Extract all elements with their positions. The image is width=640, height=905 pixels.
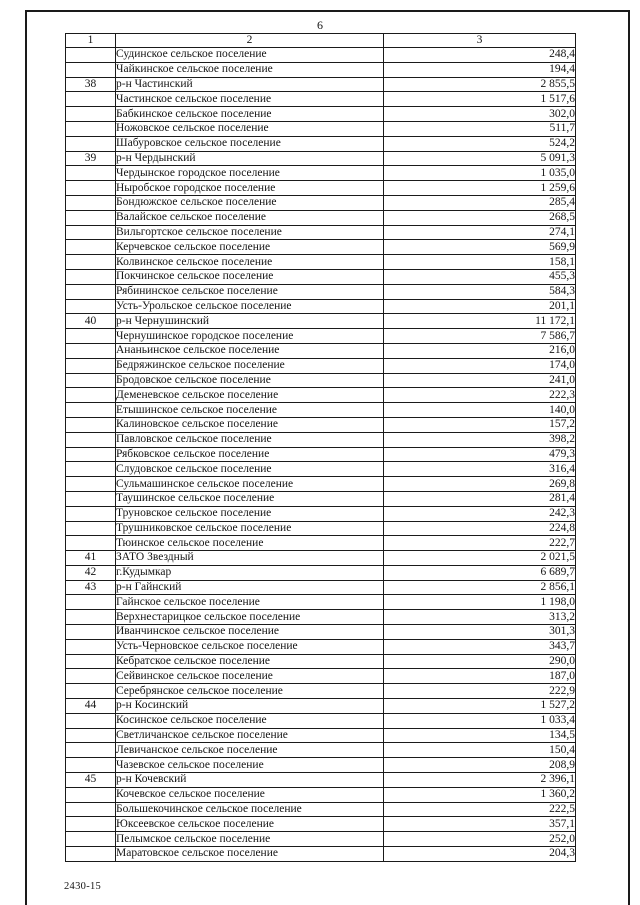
amount-cell: 274,1 <box>384 225 576 240</box>
amount-cell: 269,8 <box>384 477 576 492</box>
amount-cell: 201,1 <box>384 299 576 314</box>
table-row <box>66 521 576 536</box>
row-number-cell <box>66 225 116 240</box>
table-row <box>66 166 576 181</box>
settlement-name-cell: Светличанское сельское поселение <box>116 728 384 743</box>
amount-cell: 252,0 <box>384 832 576 847</box>
table-row <box>66 343 576 358</box>
table-header-row <box>66 34 576 48</box>
row-number-cell <box>66 136 116 151</box>
settlement-name-cell: р-н Косинский <box>116 699 384 714</box>
settlement-name-cell: Покчинское сельское поселение <box>116 269 384 284</box>
amount-cell: 479,3 <box>384 447 576 462</box>
amount-cell: 1 527,2 <box>384 699 576 714</box>
amount-cell: 290,0 <box>384 654 576 669</box>
settlement-name-cell: Большекочинское сельское поселение <box>116 802 384 817</box>
settlement-name-cell: Усть-Черновское сельское поселение <box>116 639 384 654</box>
row-number-cell: 41 <box>66 551 116 566</box>
amount-cell: 569,9 <box>384 240 576 255</box>
amount-cell: 511,7 <box>384 121 576 136</box>
settlement-name-cell: Трушниковское сельское поселение <box>116 521 384 536</box>
amount-cell: 241,0 <box>384 373 576 388</box>
row-number-cell <box>66 625 116 640</box>
row-number-cell <box>66 817 116 832</box>
amount-cell: 1 259,6 <box>384 181 576 196</box>
table-row <box>66 462 576 477</box>
amount-cell: 187,0 <box>384 669 576 684</box>
settlement-name-cell: Сульмашинское сельское поселение <box>116 477 384 492</box>
row-number-cell <box>66 713 116 728</box>
row-number-cell <box>66 847 116 862</box>
row-number-cell <box>66 758 116 773</box>
amount-cell: 11 172,1 <box>384 314 576 329</box>
settlement-name-cell: Сейвинское сельское поселение <box>116 669 384 684</box>
settlement-name-cell: г.Кудымкар <box>116 565 384 580</box>
table-row <box>66 565 576 580</box>
amount-cell: 398,2 <box>384 432 576 447</box>
settlement-name-cell: р-н Частинский <box>116 77 384 92</box>
table-row <box>66 506 576 521</box>
settlement-name-cell: Бондюжское сельское поселение <box>116 195 384 210</box>
settlement-name-cell: Калиновское сельское поселение <box>116 417 384 432</box>
row-number-cell <box>66 107 116 122</box>
settlement-name-cell: Гайнское сельское поселение <box>116 595 384 610</box>
settlement-name-cell: Павловское сельское поселение <box>116 432 384 447</box>
row-number-cell <box>66 684 116 699</box>
table-row <box>66 787 576 802</box>
row-number-cell <box>66 654 116 669</box>
page-number: 6 <box>317 18 323 32</box>
amount-cell: 222,7 <box>384 536 576 551</box>
row-number-cell <box>66 669 116 684</box>
table-row <box>66 225 576 240</box>
settlement-name-cell: Ножовское сельское поселение <box>116 121 384 136</box>
row-number-cell <box>66 787 116 802</box>
table-row <box>66 432 576 447</box>
settlement-name-cell: р-н Чернушинский <box>116 314 384 329</box>
row-number-cell <box>66 403 116 418</box>
settlement-name-cell: Иванчинское сельское поселение <box>116 625 384 640</box>
table-row <box>66 699 576 714</box>
row-number-cell <box>66 210 116 225</box>
row-number-cell <box>66 832 116 847</box>
settlement-name-cell: Тюинское сельское поселение <box>116 536 384 551</box>
row-number-cell <box>66 491 116 506</box>
row-number-cell <box>66 166 116 181</box>
settlement-name-cell: р-н Гайнский <box>116 580 384 595</box>
amount-cell: 174,0 <box>384 358 576 373</box>
amount-cell: 248,4 <box>384 48 576 63</box>
amount-cell: 313,2 <box>384 610 576 625</box>
table-row <box>66 773 576 788</box>
row-number-cell <box>66 610 116 625</box>
settlement-name-cell: Бедряжинское сельское поселение <box>116 358 384 373</box>
row-number-cell <box>66 462 116 477</box>
row-number-cell <box>66 181 116 196</box>
settlement-name-cell: Усть-Урольское сельское поселение <box>116 299 384 314</box>
table-row <box>66 329 576 344</box>
settlement-name-cell: Рябининское сельское поселение <box>116 284 384 299</box>
amount-cell: 222,9 <box>384 684 576 699</box>
table-row <box>66 48 576 63</box>
table-row <box>66 299 576 314</box>
row-number-cell <box>66 432 116 447</box>
table-row <box>66 639 576 654</box>
amount-cell: 222,3 <box>384 388 576 403</box>
settlement-name-cell: Чайкинское сельское поселение <box>116 62 384 77</box>
table-row <box>66 536 576 551</box>
table-row <box>66 373 576 388</box>
table-row <box>66 151 576 166</box>
amount-cell: 134,5 <box>384 728 576 743</box>
amount-cell: 5 091,3 <box>384 151 576 166</box>
table-row <box>66 551 576 566</box>
table-row <box>66 210 576 225</box>
row-number-cell <box>66 255 116 270</box>
row-number-cell <box>66 728 116 743</box>
table-row <box>66 595 576 610</box>
table-row <box>66 417 576 432</box>
settlement-name-cell: Бродовское сельское поселение <box>116 373 384 388</box>
row-number-cell <box>66 92 116 107</box>
table-row <box>66 477 576 492</box>
table-row <box>66 832 576 847</box>
table-row <box>66 802 576 817</box>
table-row <box>66 728 576 743</box>
row-number-cell <box>66 299 116 314</box>
amount-cell: 224,8 <box>384 521 576 536</box>
settlements-table <box>65 33 576 862</box>
amount-cell: 302,0 <box>384 107 576 122</box>
settlement-name-cell: ЗАТО Звездный <box>116 551 384 566</box>
amount-cell: 204,3 <box>384 847 576 862</box>
row-number-cell <box>66 595 116 610</box>
settlement-name-cell: Кебратское сельское поселение <box>116 654 384 669</box>
column-header-1: 1 <box>66 34 116 48</box>
table-row <box>66 255 576 270</box>
amount-cell: 2 021,5 <box>384 551 576 566</box>
row-number-cell <box>66 417 116 432</box>
settlement-name-cell: Ныробское городское поселение <box>116 181 384 196</box>
table-row <box>66 403 576 418</box>
table-row <box>66 240 576 255</box>
settlement-name-cell: Судинское сельское поселение <box>116 48 384 63</box>
row-number-cell <box>66 802 116 817</box>
row-number-cell <box>66 269 116 284</box>
amount-cell: 194,4 <box>384 62 576 77</box>
amount-cell: 216,0 <box>384 343 576 358</box>
table-row <box>66 654 576 669</box>
table-row <box>66 669 576 684</box>
row-number-cell <box>66 521 116 536</box>
amount-cell: 1 035,0 <box>384 166 576 181</box>
row-number-cell <box>66 121 116 136</box>
settlement-name-cell: Колвинское сельское поселение <box>116 255 384 270</box>
table-row <box>66 817 576 832</box>
amount-cell: 7 586,7 <box>384 329 576 344</box>
row-number-cell: 45 <box>66 773 116 788</box>
settlement-name-cell: Верхнестарицкое сельское поселение <box>116 610 384 625</box>
settlement-name-cell: Вильгортское сельское поселение <box>116 225 384 240</box>
row-number-cell <box>66 284 116 299</box>
row-number-cell <box>66 506 116 521</box>
amount-cell: 242,3 <box>384 506 576 521</box>
settlement-name-cell: Юксеевское сельское поселение <box>116 817 384 832</box>
settlements-table-body <box>66 48 576 862</box>
row-number-cell <box>66 447 116 462</box>
settlement-name-cell: р-н Кочевский <box>116 773 384 788</box>
table-row <box>66 181 576 196</box>
row-number-cell: 38 <box>66 77 116 92</box>
amount-cell: 1 198,0 <box>384 595 576 610</box>
table-row <box>66 195 576 210</box>
row-number-cell <box>66 48 116 63</box>
settlement-name-cell: Деменевское сельское поселение <box>116 388 384 403</box>
settlement-name-cell: Бабкинское сельское поселение <box>116 107 384 122</box>
row-number-cell <box>66 358 116 373</box>
amount-cell: 268,5 <box>384 210 576 225</box>
table-row <box>66 77 576 92</box>
amount-cell: 2 856,1 <box>384 580 576 595</box>
amount-cell: 357,1 <box>384 817 576 832</box>
amount-cell: 158,1 <box>384 255 576 270</box>
settlement-name-cell: Слудовское сельское поселение <box>116 462 384 477</box>
amount-cell: 1 033,4 <box>384 713 576 728</box>
settlement-name-cell: Ананьинское сельское поселение <box>116 343 384 358</box>
amount-cell: 455,3 <box>384 269 576 284</box>
settlement-name-cell: Валайское сельское поселение <box>116 210 384 225</box>
column-header-2: 2 <box>116 34 384 48</box>
settlement-name-cell: Чердынское городское поселение <box>116 166 384 181</box>
amount-cell: 524,2 <box>384 136 576 151</box>
amount-cell: 208,9 <box>384 758 576 773</box>
settlement-name-cell: Керчевское сельское поселение <box>116 240 384 255</box>
table-row <box>66 625 576 640</box>
row-number-cell <box>66 743 116 758</box>
amount-cell: 285,4 <box>384 195 576 210</box>
row-number-cell <box>66 373 116 388</box>
amount-cell: 222,5 <box>384 802 576 817</box>
row-number-cell: 44 <box>66 699 116 714</box>
row-number-cell <box>66 195 116 210</box>
row-number-cell <box>66 329 116 344</box>
document-code: 2430-15 <box>64 881 102 892</box>
settlement-name-cell: Косинское сельское поселение <box>116 713 384 728</box>
table-row <box>66 758 576 773</box>
row-number-cell: 43 <box>66 580 116 595</box>
settlement-name-cell: Чернушинское городское поселение <box>116 329 384 344</box>
amount-cell: 150,4 <box>384 743 576 758</box>
amount-cell: 316,4 <box>384 462 576 477</box>
table-row <box>66 580 576 595</box>
table-row <box>66 388 576 403</box>
table-row <box>66 358 576 373</box>
amount-cell: 1 360,2 <box>384 787 576 802</box>
table-row <box>66 62 576 77</box>
settlement-name-cell: Серебрянское сельское поселение <box>116 684 384 699</box>
amount-cell: 1 517,6 <box>384 92 576 107</box>
settlement-name-cell: Шабуровское сельское поселение <box>116 136 384 151</box>
settlement-name-cell: Левичанское сельское поселение <box>116 743 384 758</box>
table-row <box>66 136 576 151</box>
table-row <box>66 684 576 699</box>
row-number-cell <box>66 62 116 77</box>
settlement-name-cell: Маратовское сельское поселение <box>116 847 384 862</box>
settlement-name-cell: Рябковское сельское поселение <box>116 447 384 462</box>
row-number-cell <box>66 639 116 654</box>
settlement-name-cell: Таушинское сельское поселение <box>116 491 384 506</box>
settlement-name-cell: р-н Чердынский <box>116 151 384 166</box>
table-row <box>66 107 576 122</box>
row-number-cell: 42 <box>66 565 116 580</box>
table-row <box>66 491 576 506</box>
settlement-name-cell: Кочевское сельское поселение <box>116 787 384 802</box>
table-row <box>66 92 576 107</box>
amount-cell: 157,2 <box>384 417 576 432</box>
amount-cell: 2 855,5 <box>384 77 576 92</box>
amount-cell: 140,0 <box>384 403 576 418</box>
row-number-cell: 39 <box>66 151 116 166</box>
table-row <box>66 713 576 728</box>
amount-cell: 281,4 <box>384 491 576 506</box>
table-row <box>66 121 576 136</box>
table-row <box>66 847 576 862</box>
amount-cell: 343,7 <box>384 639 576 654</box>
row-number-cell <box>66 388 116 403</box>
table-row <box>66 284 576 299</box>
settlement-name-cell: Чазевское сельское поселение <box>116 758 384 773</box>
column-header-3: 3 <box>384 34 576 48</box>
settlement-name-cell: Етышинское сельское поселение <box>116 403 384 418</box>
amount-cell: 6 689,7 <box>384 565 576 580</box>
settlement-name-cell: Частинское сельское поселение <box>116 92 384 107</box>
amount-cell: 301,3 <box>384 625 576 640</box>
row-number-cell <box>66 536 116 551</box>
row-number-cell <box>66 343 116 358</box>
table-row <box>66 743 576 758</box>
table-row <box>66 314 576 329</box>
amount-cell: 584,3 <box>384 284 576 299</box>
row-number-cell: 40 <box>66 314 116 329</box>
table-row <box>66 269 576 284</box>
amount-cell: 2 396,1 <box>384 773 576 788</box>
row-number-cell <box>66 477 116 492</box>
table-row <box>66 610 576 625</box>
table-row <box>66 447 576 462</box>
row-number-cell <box>66 240 116 255</box>
settlement-name-cell: Труновское сельское поселение <box>116 506 384 521</box>
settlement-name-cell: Пелымское сельское поселение <box>116 832 384 847</box>
